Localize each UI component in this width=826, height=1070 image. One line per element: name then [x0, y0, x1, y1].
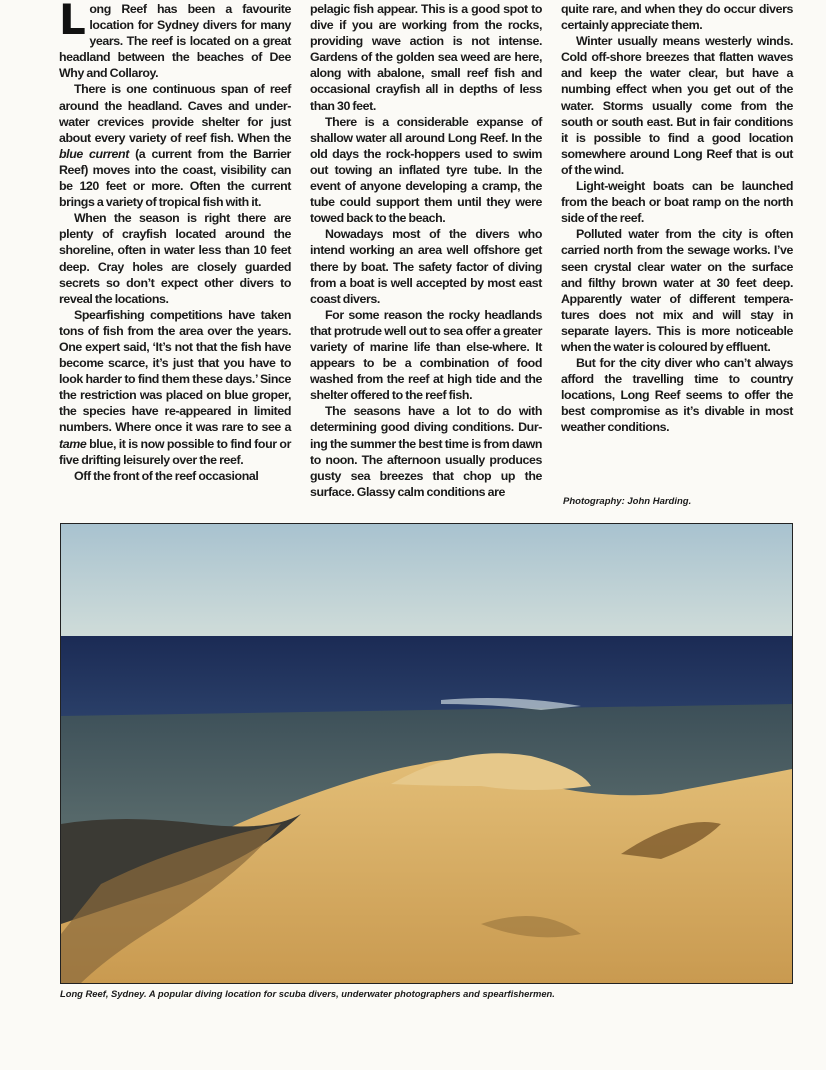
sea: [61, 636, 792, 716]
paragraph: [310, 226, 542, 306]
text-segment: The seasons have a lot to do with determining good diving conditions. Dur-ing the summer the best time is from dawn to noon. The afternoon usually produces gusty sea breezes that chop up the surface. Glassy calm conditions are: [310, 404, 542, 499]
text-segment: There is a considerable expanse of shallow water all around Long Reef. In the old days the rock-hoppers used to swim out towing an inflated tyre tube. In the event of anyone developing a cramp, the tube could support them until they were towed back to the beach.: [310, 114, 542, 226]
text-segment: When the season is right there are plenty of crayfish located around the shoreline, often in water less than 10 feet deep. Cray holes are closely guarded secrets so don’t expect other divers to reveal the locations.: [59, 211, 291, 306]
paragraph: [561, 355, 793, 435]
paragraph: [59, 1, 291, 81]
paragraph: [561, 178, 793, 226]
long-reef-photo: [60, 523, 793, 984]
text-segment: pelagic fish appear. This is a good spot to dive if you are working from the rocks, providing wave action is not intense. Gardens of the golden sea weed are here, along with abalone, small reef fish and occasional crayfish all in depths of less than 30 feet.: [310, 2, 542, 113]
article-column-1: [59, 1, 291, 484]
text-segment: ong Reef has been a favourite location for Sydney divers for many years. The reef is located on a great headland between the beaches of Dee Why and Collaroy.: [59, 2, 291, 81]
drop-cap: L: [59, 0, 86, 44]
article-column-2: [310, 1, 542, 500]
paragraph: [59, 468, 291, 484]
text-segment: blue, it is now possible to find four or five drifting leisurely over the reef.: [59, 436, 291, 467]
text-segment: Off the front of the reef occasional: [74, 468, 259, 483]
italic-text: blue current: [59, 146, 129, 161]
text-segment: Spearfishing competitions have taken tons of fish from the area over the years. One expert said, ‘It’s not that the fish have become scarce, it’s just that you have to look harder to find them these days.’ Since the restriction was placed on blue groper, the species have re-appeared in limited numbers. Where once it was rare to see a: [59, 307, 291, 435]
text-segment: Nowadays most of the divers who intend working an area well offshore get there by boat. The safety factor of diving from a boat is well accepted by most east coast divers.: [310, 227, 542, 306]
text-segment: For some reason the rocky headlands that protrude well out to sea offer a greater variety of marine life than else-where. It appears to be a combination of food washed from the reef at high tide and the shelter offered to the reef fish.: [310, 307, 542, 403]
paragraph: [561, 226, 793, 355]
photo-caption: Long Reef, Sydney. A popular diving location for scuba divers, underwater photographers and spearfishermen.: [60, 988, 555, 999]
paragraph: [59, 210, 291, 307]
photo-credit: Photography: John Harding.: [563, 496, 692, 507]
text-segment: (a current from the Barrier Reef) moves into the coast, visibility can be 120 feet or more. Often the current brings a variety of tropical fish with it.: [59, 146, 291, 210]
article-column-3: [561, 1, 793, 436]
text-segment: quite rare, and when they do occur divers certainly appreciate them.: [561, 2, 793, 33]
italic-text: tame: [59, 436, 87, 451]
text-segment: Light-weight boats can be launched from the beach or boat ramp on the north side of the reef.: [561, 179, 793, 226]
text-segment: Polluted water from the city is often carried north from the sewage works. I’ve seen crystal clear water on the surface and filthy brown water at 30 feet deep. Apparently water of different tempera-tures does not mix and will stay in separate layers. This is more noticeable when the water is coloured by effluent.: [561, 227, 793, 354]
text-segment: There is one continuous span of reef around the headland. Caves and under-water crevices provide shelter for just about every variety of reef fish. When the: [59, 82, 291, 145]
paragraph: [561, 33, 793, 178]
paragraph: [310, 1, 542, 114]
paragraph: [561, 1, 793, 33]
paragraph: [310, 403, 542, 500]
text-segment: Winter usually means westerly winds. Cold off-shore breezes that flatten waves and keep the water clear, but have a numbing effect when you get out of the water. Storms usually come from the south or south east. But in fair conditions it is possible to find a good location somewhere around Long Reef that is out of the wind.: [561, 34, 793, 177]
paragraph: [310, 307, 542, 404]
paragraph: [59, 307, 291, 468]
sky: [61, 524, 792, 636]
paragraph: [310, 114, 542, 227]
text-segment: But for the city diver who can’t always afford the travelling time to country locations, Long Reef seems to offer the best compromise as it’s divable in most weather conditions.: [561, 356, 793, 435]
paragraph: [59, 81, 291, 210]
